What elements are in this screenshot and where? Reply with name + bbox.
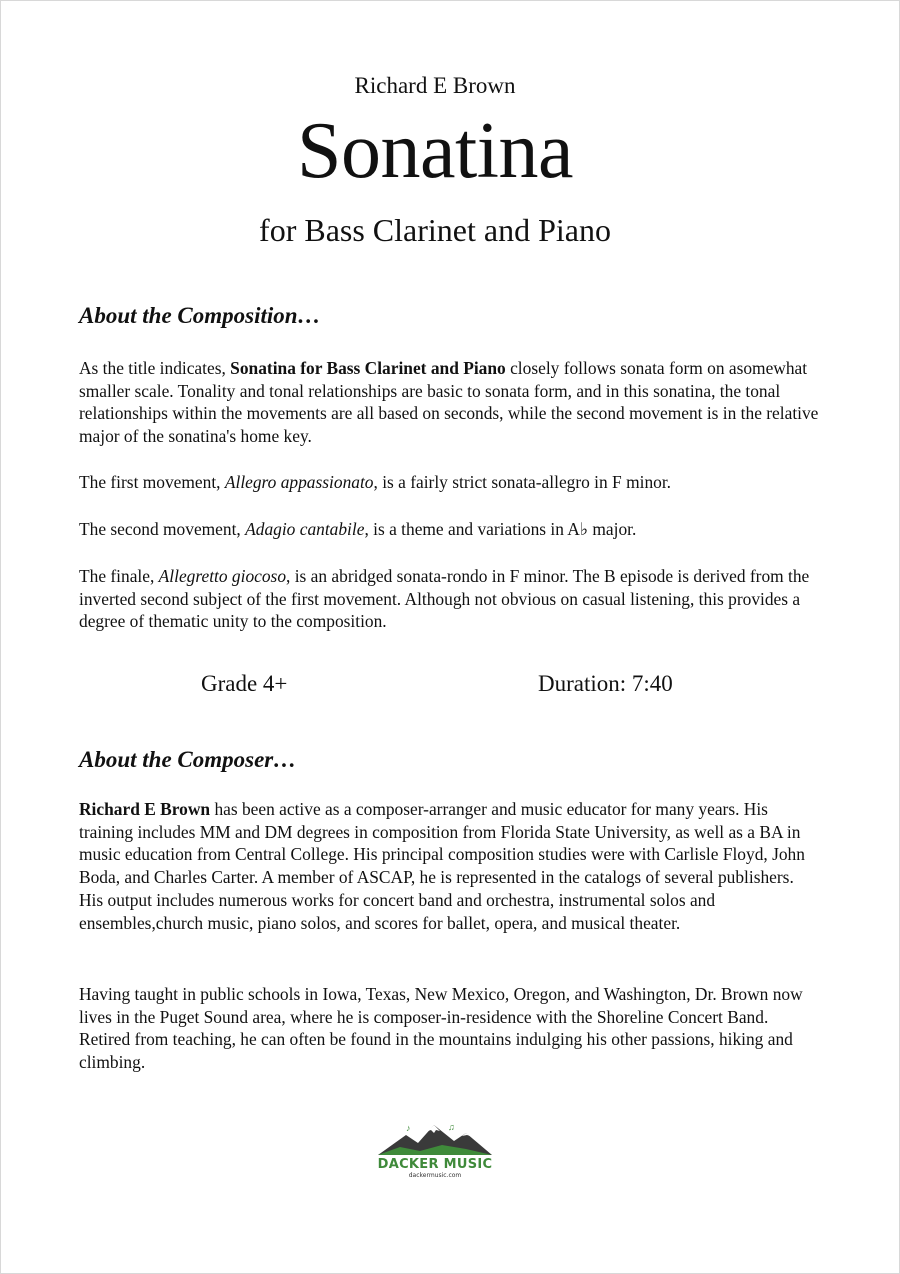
composer-name: Richard E Brown — [354, 73, 516, 98]
svg-text:♪: ♪ — [406, 1123, 411, 1133]
subtitle: for Bass Clarinet and Piano — [259, 212, 611, 248]
publisher-name: DACKER MUSIC — [377, 1157, 493, 1172]
composer-heading: About the Composer… — [79, 747, 297, 772]
composition-paragraph-1: As the title indicates, Sonatina for Bass Clarinet and Piano closely follows sonata form on asomewhat smaller scale. Tonality and tonal relationships are basic to sonata form, and in this sonatina, the tonal relationships within the movements are all based on seconds, while the second movement is in the relative major of the sonatina's home key. — [79, 358, 819, 447]
composer-paragraph-2: Having taught in public schools in Iowa, Texas, New Mexico, Oregon, and Washington, Dr. Brown now lives in the Puget Sound area, where he is composer-in-residence with the Shoreline Concert Band. Retired from teaching, he can often be found in the mountains indulging his other passions, hiking and climbing. — [79, 984, 803, 1073]
svg-text:♫: ♫ — [448, 1122, 455, 1132]
composition-heading: About the Composition… — [79, 303, 321, 328]
composer-paragraph-1: Richard E Brown has been active as a composer-arranger and music educator for many years. His training includes MM and DM degrees in composition from Florida State University, as well as a BA in music education from Central College. His principal composition studies were with Carlisle Floyd, John Boda, and Charles Carter. A member of ASCAP, he is represented in the catalogs of several publishers. His output includes numerous works for concert band and orchestra, instrumental solos and ensembles,church music, piano solos, and scores for ballet, opera, and musical theater. — [79, 799, 805, 933]
publisher-url: dackermusic.com — [408, 1172, 462, 1179]
grade-label: Grade 4+ — [201, 671, 288, 696]
composition-paragraph-4: The finale, Allegretto giocoso, is an abridged sonata-rondo in F minor. The B episode is derived from the inverted second subject of the first movement. Although not obvious on casual listening, this provides a degree of thematic unity to the composition. — [79, 566, 810, 632]
publisher-logo — [373, 1121, 497, 1193]
duration-label: Duration: 7:40 — [538, 671, 673, 696]
page-title: Sonatina — [297, 107, 573, 195]
mountain-logo-icon — [376, 1121, 494, 1157]
composition-paragraph-2: The first movement, Allegro appassionato, is a fairly strict sonata-allegro in F minor. — [79, 472, 672, 492]
composition-paragraph-3: The second movement, Adagio cantabile, is a theme and variations in A♭ major. — [79, 519, 637, 539]
